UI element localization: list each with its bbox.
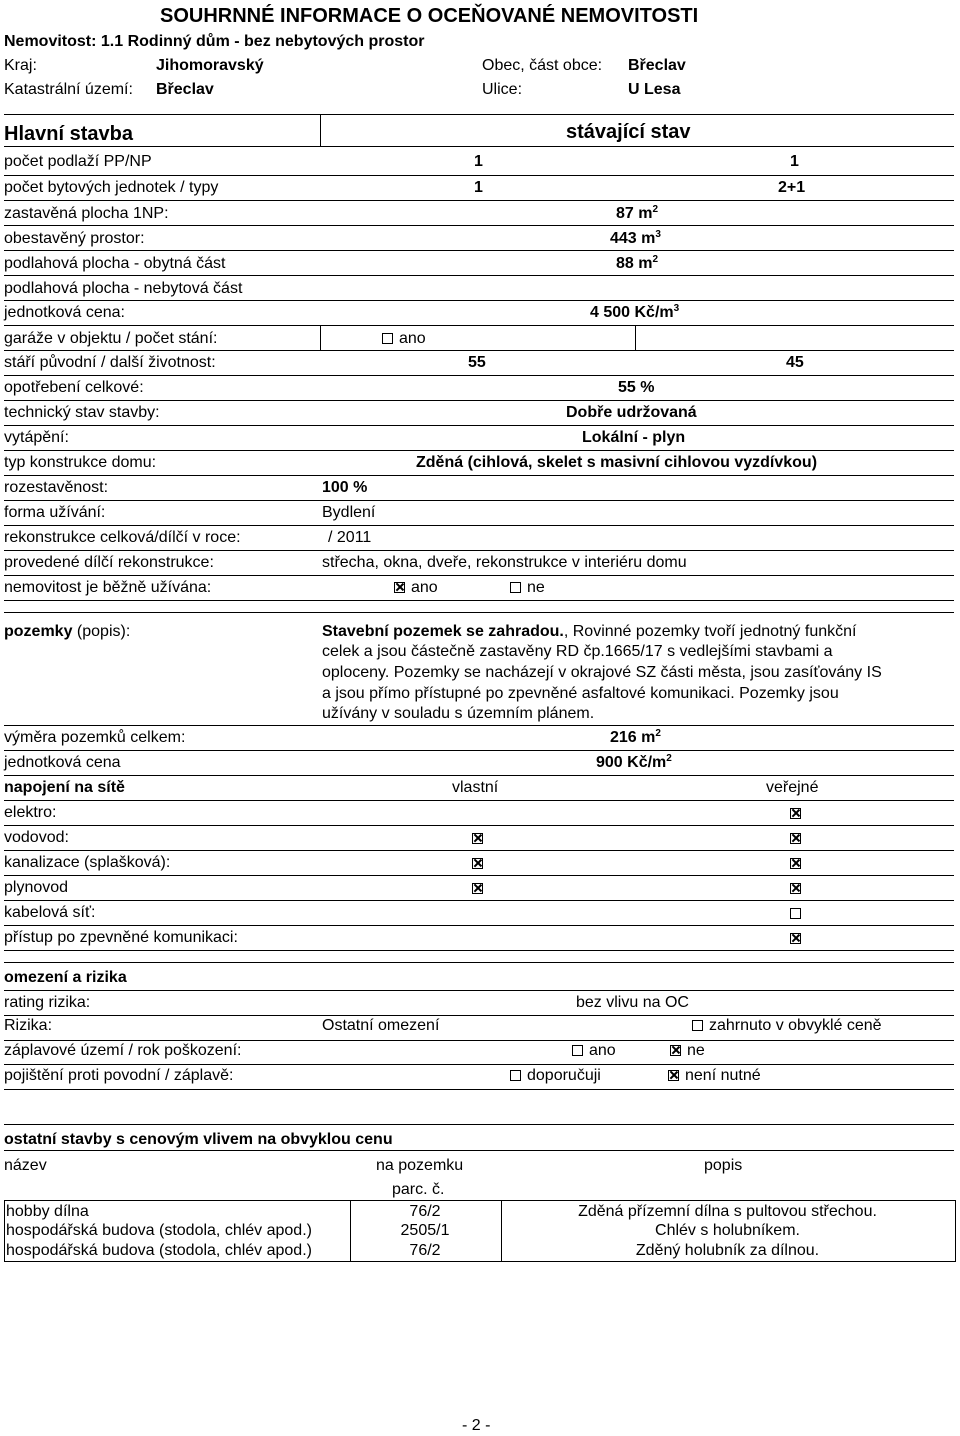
divider [4,612,954,613]
row-parc: 76/2 [409,1203,441,1220]
konstrukce-label: typ konstrukce domu: [4,454,157,471]
rekonstrukce-value: / 2011 [328,529,372,546]
zaplavove-ano-checkbox[interactable]: ano [572,1041,616,1061]
network-own-checkbox[interactable] [472,833,483,844]
risks-title: omezení a rizika [4,969,127,986]
vytapeni-value: Lokální - plyn [582,429,686,446]
pozemky-label: pozemky (popis): [4,623,131,640]
podlazi-label: počet podlaží PP/NP [4,153,152,170]
divider [4,500,954,501]
divider [4,962,954,963]
network-own-checkbox[interactable] [472,858,483,869]
network-public-checkbox[interactable] [790,858,801,869]
divider [4,950,954,951]
jednotkova-cena-value: 4 500 $Kč/m^3$ [590,303,680,321]
network-public-checkbox[interactable] [790,908,801,919]
network-label: kanalizace (splašková): [4,854,171,871]
col-pozemek: na pozemku [376,1157,464,1174]
ulice-value: U Lesa [628,81,681,98]
zivotnost-value: 45 [786,354,804,371]
zastavena-label: zastavěná plocha 1NP: [4,205,169,222]
uzivana-label: nemovitost je běžně užívána: [4,579,212,596]
divider [4,525,954,526]
divider [4,750,954,751]
state-title: stávající stav [566,121,691,143]
pozemky-desc-line-1: Stavební pozemek se zahradou., Rovinné pozemky tvoří jednotný funkční [322,623,857,640]
rekonstrukce-label: rekonstrukce celková/dílčí v roce: [4,529,241,546]
katastr-value: Břeclav [156,81,214,98]
row-nazev: hospodářská budova (stodola, chlév apod.) [6,1222,312,1239]
technicky-value: Dobře udržovaná [566,404,697,421]
rating-value: bez vlivu na OC [576,994,689,1011]
network-label: přístup po zpevněné komunikaci: [4,929,238,946]
zaplavove-ne-checkbox[interactable]: ne [670,1041,705,1061]
divider [4,400,954,401]
divider [4,350,954,351]
obec-label: Obec, část obce: [482,57,603,74]
checkbox-checked-icon [670,1045,681,1056]
divider [4,146,954,147]
divider [4,114,954,115]
zastavena-value: 87 $m^2$ [616,204,659,222]
divider [4,575,954,576]
col-popis: popis [704,1157,743,1174]
katastr-label: Katastrální území: [4,81,133,98]
dilci-label: provedené dílčí rekonstrukce: [4,554,214,571]
divider [4,225,954,226]
document-title: SOUHRNNÉ INFORMACE O OCEŇOVANÉ NEMOVITOSTI [160,5,699,27]
network-label: elektro: [4,804,57,821]
checkbox-empty-icon [510,582,521,593]
row-popis: Chlév s holubníkem. [655,1222,800,1239]
network-public-checkbox[interactable] [790,933,801,944]
dilci-value: střecha, okna, dveře, rekonstrukce v interiéru domu [322,554,687,571]
property-name: Nemovitost: 1.1 Rodinný dům - bez nebytových prostor [4,33,425,50]
col-parc: parc. č. [392,1181,445,1198]
network-label: plynovod [4,879,69,896]
forma-value: Bydlení [322,504,376,521]
divider [4,1064,954,1065]
divider [4,725,954,726]
row-popis: Zděný holubník za dílnou. [635,1242,820,1259]
obestaveny-label: obestavěný prostor: [4,230,145,247]
technicky-label: technický stav stavby: [4,404,160,421]
divider [4,850,954,851]
kraj-value: Jihomoravský [156,57,264,74]
forma-label: forma užívání: [4,504,106,521]
neni-nutne-checkbox[interactable]: není nutné [668,1066,761,1086]
network-label: kabelová síť: [4,904,96,921]
divider [4,300,954,301]
doporucuji-checkbox[interactable]: doporučuji [510,1066,601,1086]
checkbox-checked-icon [668,1070,679,1081]
checkbox-empty-icon [382,333,393,344]
divider [4,200,954,201]
divider [4,550,954,551]
ulice-label: Ulice: [482,81,523,98]
network-public-checkbox[interactable] [790,808,801,819]
row-parc: 76/2 [409,1242,441,1259]
row-popis: Zděná přízemní dílna s pultovou střechou. [578,1203,877,1220]
rating-label: rating rizika: [4,994,91,1011]
row-parc: 2505/1 [400,1222,450,1239]
rozestavenost-value: 100 % [322,479,368,496]
section-title-main: Hlavní stavba [4,123,133,145]
garaze-checkbox[interactable]: ano [382,329,426,349]
divider [4,1089,954,1090]
divider [320,114,321,146]
nebytova-label: podlahová plocha - nebytová část [4,280,243,297]
rozestavenost-label: rozestavěnost: [4,479,109,496]
vlastni-header: vlastní [452,779,499,796]
obytna-value: 88 $m^2$ [616,254,659,272]
pozemky-desc-line-5: užívány v souladu s územním plánem. [322,705,595,722]
jednotky-count: 1 [474,179,483,196]
stari-value: 55 [468,354,486,371]
zahrnuto-checkbox[interactable]: zahrnuto v obvyklé ceně [692,1016,882,1036]
checkbox-checked-icon [394,582,405,593]
divider [320,325,321,350]
uzivana-ne-checkbox[interactable]: ne [510,578,545,598]
divider [4,1150,954,1151]
uzivana-ano-checkbox[interactable]: ano [394,578,438,598]
zaplavove-label: záplavové území / rok poškození: [4,1042,242,1059]
page-number: - 2 - [462,1417,491,1434]
obec-value: Břeclav [628,57,686,74]
vytapeni-label: vytápění: [4,429,69,446]
network-label: vodovod: [4,829,69,846]
divider [4,775,954,776]
cena-label: jednotková cena [4,754,121,771]
jednotkova-cena-label: jednotková cena: [4,304,125,321]
pozemky-desc-line-2: celek a jsou částečně zastavěny RD čp.1665/17 s vedlejšími stavbami a [322,643,833,660]
konstrukce-value: Zděná (cihlová, skelet s masivní cihlovou vyzdívkou) [416,454,818,471]
podlazi-pp: 1 [474,153,483,170]
obestaveny-value: 443 $m^3$ [610,229,661,247]
divider [4,825,954,826]
obytna-label: podlahová plocha - obytná část [4,255,226,272]
checkbox-empty-icon [572,1045,583,1056]
cena-value: 900 $Kč/m^2$ [596,753,672,771]
kraj-label: Kraj: [4,57,37,74]
divider [4,175,954,176]
jednotky-type: 2+1 [778,179,806,196]
row-nazev: hospodářská budova (stodola, chlév apod.) [6,1242,312,1259]
divider [4,275,954,276]
divider [4,325,954,326]
divider [4,800,954,801]
vymera-label: výměra pozemků celkem: [4,729,186,746]
other-title: ostatní stavby s cenovým vlivem na obvyklou cenu [4,1131,393,1148]
divider [4,425,954,426]
rizika-label: Rizika: [4,1017,53,1034]
jednotky-label: počet bytových jednotek / typy [4,179,219,196]
checkbox-empty-icon [510,1070,521,1081]
divider [4,475,954,476]
divider [4,925,954,926]
pozemky-desc-line-3: oploceny. Pozemky se nacházejí v okrajové SZ části města, jsou zasíťovány IS [322,664,882,681]
rizika-value: Ostatní omezení [322,1017,440,1034]
divider [4,375,954,376]
verejne-header: veřejné [766,779,819,796]
divider [4,250,954,251]
pojisteni-label: pojištění proti povodní / záplavě: [4,1067,234,1084]
row-nazev: hobby dílna [6,1203,89,1220]
site-label: napojení na sítě [4,779,125,796]
divider [4,875,954,876]
divider [4,600,954,601]
col-nazev: název [4,1157,47,1174]
network-public-checkbox[interactable] [790,833,801,844]
opotrebeni-label: opotřebení celkové: [4,379,144,396]
podlazi-np: 1 [790,153,799,170]
network-public-checkbox[interactable] [790,883,801,894]
divider [4,450,954,451]
pozemky-desc-line-4: a jsou přímo přístupné po zpevněné asfaltové komunikaci. Pozemky jsou [322,685,839,702]
checkbox-empty-icon [692,1020,703,1031]
garaze-label: garáže v objektu / počet stání: [4,330,218,347]
divider [635,325,636,350]
divider [4,1124,954,1125]
stari-label: stáří původní / další životnost: [4,354,216,371]
vymera-value: 216 $m^2$ [610,728,661,746]
divider [4,990,954,991]
opotrebeni-value: 55 % [618,379,655,396]
divider [4,900,954,901]
network-own-checkbox[interactable] [472,883,483,894]
